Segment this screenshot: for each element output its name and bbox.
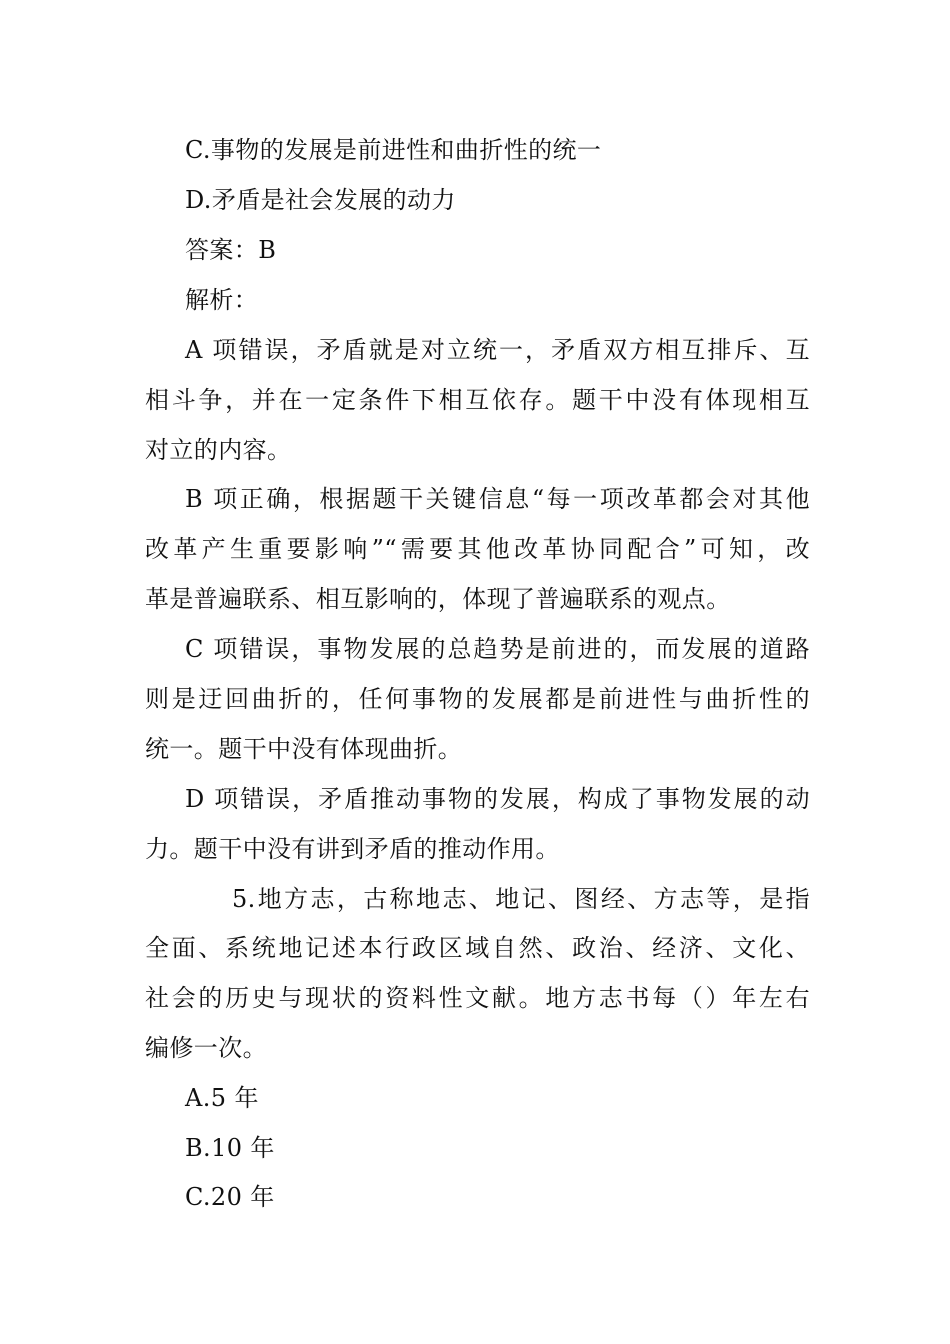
option-c-previous: C.事物的发展是前进性和曲折性的统一 [185, 136, 602, 164]
analysis-d-line-1: D 项错误，矛盾推动事物的发展，构成了事物发展的动 [185, 785, 810, 813]
question-5-line-2: 全面、系统地记述本行政区域自然、政治、经济、文化、 [145, 934, 810, 962]
analysis-a-line-1: A 项错误，矛盾就是对立统一，矛盾双方相互排斥、互 [185, 336, 810, 364]
question-5-line-4: 编修一次。 [145, 1034, 267, 1062]
analysis-d-line-2: 力。题干中没有讲到矛盾的推动作用。 [145, 835, 560, 863]
q5-option-c: C.20 年 [185, 1183, 275, 1211]
analysis-c-line-3: 统一。题干中没有体现曲折。 [145, 735, 463, 763]
analysis-b-line-1: B 项正确，根据题干关键信息“每一项改革都会对其他 [185, 485, 810, 513]
analysis-label: 解析： [185, 286, 259, 314]
answer-line: 答案：B [185, 236, 277, 264]
analysis-a-line-3: 对立的内容。 [145, 436, 292, 464]
question-5-line-1: 5.地方志，古称地志、地记、图经、方志等，是指 [232, 885, 810, 913]
q5-option-b: B.10 年 [185, 1134, 275, 1162]
option-d-previous: D.矛盾是社会发展的动力 [185, 186, 456, 214]
analysis-b-line-3: 革是普遍联系、相互影响的，体现了普遍联系的观点。 [145, 585, 731, 613]
analysis-c-line-2: 则是迂回曲折的，任何事物的发展都是前进性与曲折性的 [145, 685, 810, 713]
q5-option-a: A.5 年 [185, 1084, 259, 1112]
analysis-c-line-1: C 项错误，事物发展的总趋势是前进的，而发展的道路 [185, 635, 810, 663]
question-5-line-3: 社会的历史与现状的资料性文献。地方志书每（）年左右 [145, 984, 810, 1012]
analysis-a-line-2: 相斗争，并在一定条件下相互依存。题干中没有体现相互 [145, 386, 810, 414]
analysis-b-line-2: 改革产生重要影响”“需要其他改革协同配合”可知，改 [145, 535, 810, 563]
